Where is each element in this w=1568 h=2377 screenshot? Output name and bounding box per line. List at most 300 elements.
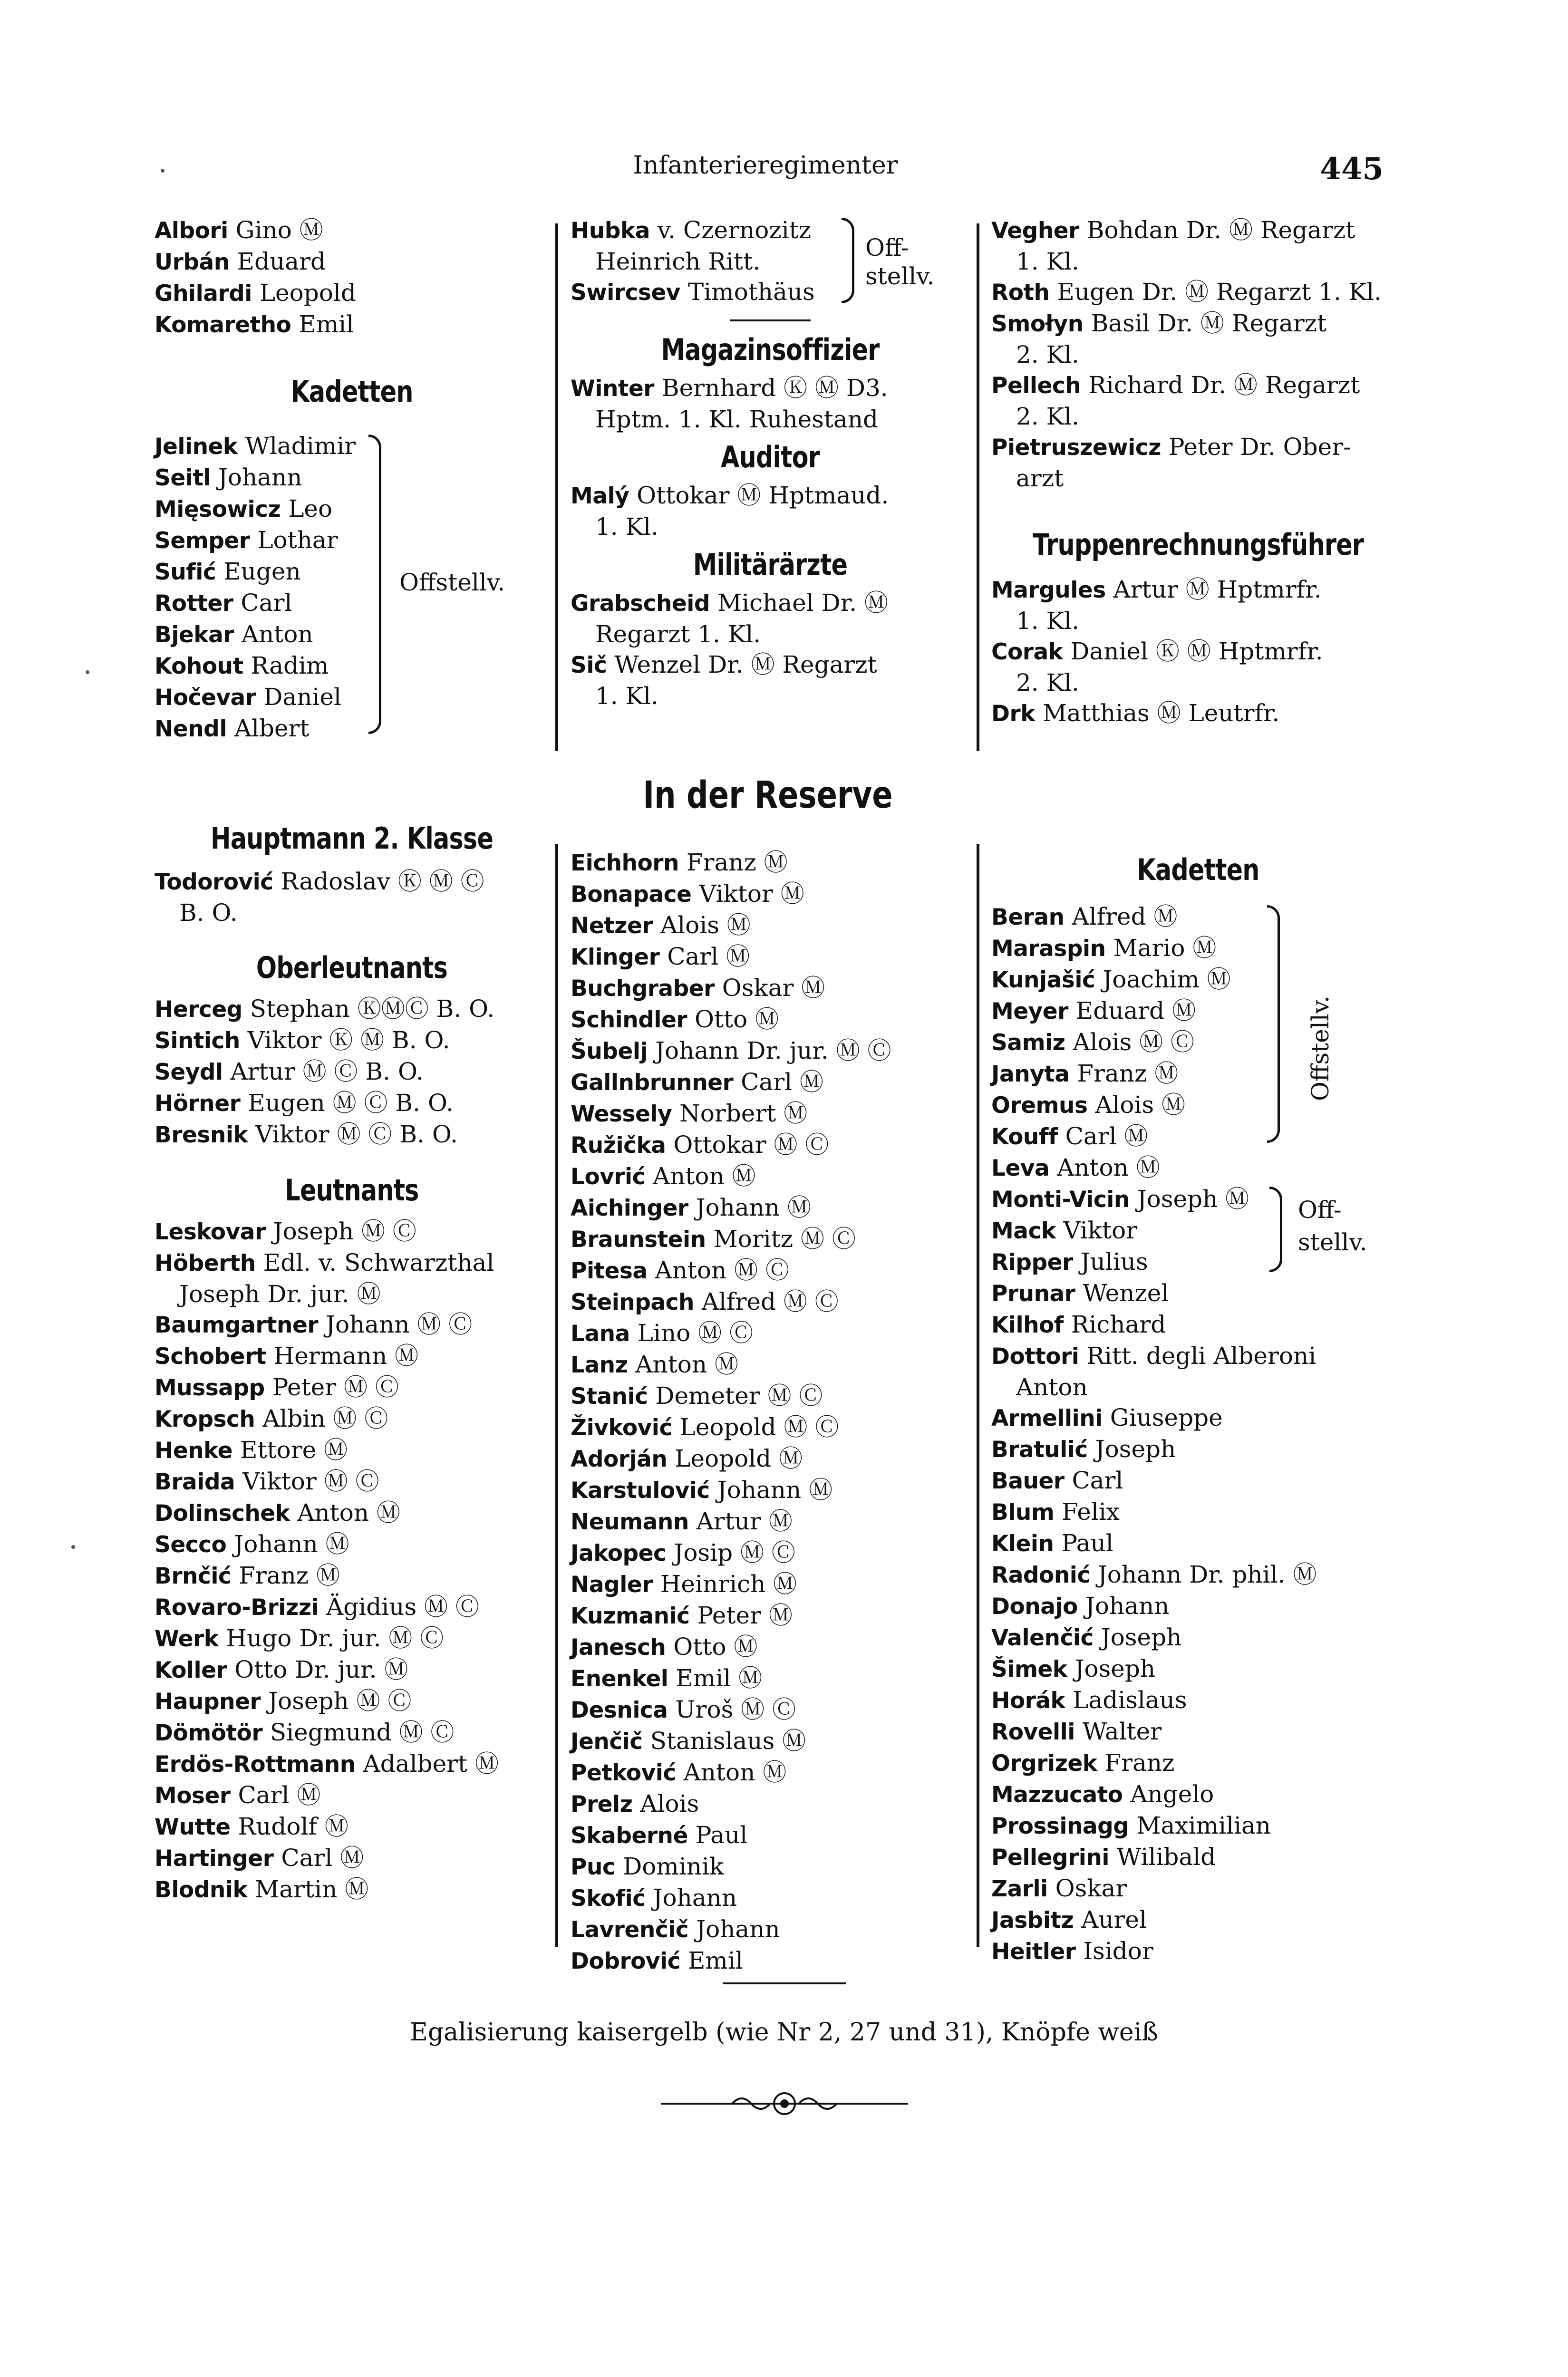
- surname: Klinger: [571, 944, 660, 970]
- entry-line: [571, 512, 970, 542]
- surname: Moser: [155, 1783, 231, 1809]
- entry-line: [991, 1090, 1405, 1121]
- entry-details: 2. Kl.: [1016, 341, 1079, 368]
- entry-line: [155, 493, 549, 525]
- surname: Prelz: [571, 1791, 633, 1817]
- surname: Horák: [991, 1688, 1065, 1714]
- entry-details: Angelo: [1130, 1780, 1214, 1808]
- entry-details: Basil Dr. Ⓜ Regarzt: [1091, 309, 1327, 337]
- section-heading-truppenrechnungsfuehrer: Truppenrechnungsführer: [1032, 527, 1364, 562]
- entry-line: [155, 1247, 549, 1279]
- surname: Nendl: [155, 716, 227, 742]
- entry-details: Daniel Ⓚ Ⓜ Hptmrfr.: [1070, 638, 1323, 665]
- surname: Rovaro-Brizzi: [155, 1594, 319, 1621]
- entry-details: Albin Ⓜ Ⓒ: [262, 1405, 388, 1432]
- column-2: [571, 215, 970, 711]
- entry-line: [991, 339, 1405, 370]
- entry-line: [991, 964, 1405, 995]
- surname: Nagler: [571, 1572, 653, 1598]
- surname: Mazzucato: [991, 1782, 1123, 1808]
- entry-line: [155, 1466, 549, 1498]
- entry-line: [991, 1497, 1405, 1528]
- entry-details: Heinrich Ritt.: [595, 248, 761, 275]
- entry-line: [155, 1403, 549, 1435]
- entry-details: Joseph Ⓜ Ⓒ: [273, 1217, 416, 1245]
- entry-line: [991, 1027, 1405, 1058]
- entry-line: [991, 1121, 1405, 1152]
- entry-details: Matthias Ⓜ Leutrfr.: [1042, 699, 1280, 727]
- entry-details: Michael Dr. Ⓜ: [717, 589, 888, 617]
- entry-line: [991, 1372, 1405, 1402]
- entry-line: [571, 1883, 970, 1914]
- column-1: [155, 215, 549, 1905]
- column-rule-left-top: [555, 223, 558, 751]
- entry-details: Anton Ⓜ Ⓒ: [655, 1256, 789, 1284]
- surname: Braunstein: [571, 1227, 706, 1253]
- oberleutnants-list: [155, 994, 549, 1150]
- surname: Kohout: [155, 653, 243, 679]
- surname: Dobrović: [571, 1948, 681, 1974]
- entry-details: Peter Dr. Ober-: [1168, 433, 1352, 461]
- entry-details: Rudolf Ⓜ: [238, 1813, 348, 1840]
- entry-line: [991, 1748, 1405, 1779]
- surname: Hartinger: [155, 1846, 274, 1872]
- entry-details: Hermann Ⓜ: [273, 1342, 419, 1370]
- entry-line: [155, 1498, 549, 1529]
- entry-line: [991, 215, 1405, 246]
- entry-details: Uroš Ⓜ Ⓒ: [675, 1696, 796, 1723]
- surname: Mięsowicz: [155, 496, 281, 522]
- surname: Mack: [991, 1218, 1056, 1244]
- surname: Bratulić: [991, 1437, 1088, 1463]
- entry-line: [571, 681, 970, 711]
- entry-line: [571, 1035, 970, 1067]
- entry-line: [155, 1529, 549, 1560]
- surname: Sič: [571, 652, 607, 678]
- entry-line: [155, 713, 549, 744]
- entry-details: Ägidius Ⓜ Ⓒ: [326, 1593, 479, 1621]
- entry-details: 1. Kl.: [1016, 607, 1079, 635]
- surname: Brnčić: [155, 1563, 232, 1589]
- surname: Secco: [155, 1532, 227, 1558]
- entry-line: [571, 1192, 970, 1224]
- brace-label-2: stellv.: [1298, 1228, 1367, 1256]
- entry-line: [155, 1623, 549, 1654]
- speck: [161, 169, 165, 173]
- entry-details: Alois Ⓜ: [1095, 1091, 1186, 1119]
- entry-line: [991, 1810, 1405, 1842]
- surname: Jelinek: [155, 434, 238, 460]
- entry-line: [571, 480, 970, 512]
- entry-details: Carl Ⓜ: [741, 1068, 823, 1096]
- hauptmann-list: [155, 866, 549, 928]
- entry-details: Wenzel: [1083, 1279, 1169, 1307]
- surname: Stanić: [571, 1383, 648, 1410]
- surname: Skaberné: [571, 1823, 688, 1849]
- entry-details: Wladimir: [245, 432, 356, 460]
- entry-line: [991, 1184, 1405, 1215]
- running-header: [0, 151, 1568, 189]
- page-number: 445: [1320, 151, 1384, 187]
- entry-details: Siegmund Ⓜ Ⓒ: [270, 1719, 455, 1746]
- entry-details: Lino Ⓜ Ⓒ: [637, 1319, 754, 1347]
- brace-label-2: stellv.: [865, 262, 935, 290]
- entry-line: [991, 277, 1405, 308]
- entry-line: [155, 1088, 549, 1119]
- entry-details: Franz Ⓜ: [1077, 1060, 1179, 1087]
- entry-details: Ladislaus: [1073, 1686, 1187, 1714]
- entry-details: 1. Kl.: [595, 513, 658, 541]
- entry-details: Anton Ⓜ: [297, 1499, 400, 1527]
- entry-details: Artur Ⓜ Hptmrfr.: [1113, 576, 1322, 603]
- surname: Pietruszewicz: [991, 435, 1161, 461]
- surname: Šimek: [991, 1656, 1067, 1682]
- entry-line: [571, 1004, 970, 1035]
- entry-details: Radoslav Ⓚ Ⓜ Ⓒ: [281, 868, 484, 895]
- surname: Kuzmanić: [571, 1603, 690, 1629]
- entry-line: [991, 1936, 1405, 1967]
- entry-line: [571, 619, 970, 649]
- entry-line: [155, 1435, 549, 1466]
- entry-details: Franz Ⓜ: [239, 1562, 340, 1589]
- entry-line: [991, 1058, 1405, 1090]
- surname: Grabscheid: [571, 590, 710, 617]
- entry-line: [155, 994, 549, 1025]
- entry-line: [571, 1381, 970, 1412]
- entry-details: Joachim Ⓜ: [1103, 966, 1231, 993]
- surname: Lavrenčič: [571, 1917, 689, 1943]
- entry-line: [571, 1632, 970, 1663]
- entry-line: [155, 1811, 549, 1843]
- entry-line: [155, 1372, 549, 1403]
- entry-details: Eugen Ⓜ Ⓒ B. O.: [248, 1089, 454, 1117]
- surname: Bjekar: [155, 622, 234, 648]
- surname: Jasbitz: [991, 1907, 1074, 1933]
- entry-line: [991, 1842, 1405, 1873]
- entry-details: Paul: [695, 1821, 748, 1849]
- entry-line: [571, 1820, 970, 1851]
- entry-line: [991, 1465, 1405, 1497]
- entry-line: [155, 1341, 549, 1372]
- entry-line: [571, 215, 970, 246]
- surname: Hörner: [155, 1091, 241, 1117]
- surname: Leskovar: [155, 1219, 266, 1245]
- section-heading-kadetten-reserve: Kadetten: [1137, 852, 1259, 887]
- surname: Blum: [991, 1499, 1055, 1526]
- entry-line: [991, 1653, 1405, 1685]
- section-heading-militaeraerzte: Militärärzte: [693, 547, 848, 582]
- surname: Eichhorn: [571, 850, 679, 876]
- brace-label-1: Off-: [865, 234, 909, 261]
- entry-line: [155, 1874, 549, 1905]
- entry-details: Joseph: [1074, 1655, 1156, 1682]
- aerzte-list: [571, 588, 970, 711]
- entry-details: Carl Ⓜ: [1065, 1122, 1148, 1150]
- surname: Winter: [571, 376, 654, 402]
- surname: Semper: [155, 528, 250, 554]
- surname: Sufić: [155, 559, 216, 585]
- entry-line: [571, 1130, 970, 1161]
- surname: Leva: [991, 1155, 1050, 1181]
- surname: Jakopec: [571, 1540, 667, 1566]
- surname: Meyer: [991, 998, 1068, 1024]
- entry-line: [571, 1757, 970, 1788]
- entry-details: Hugo Dr. jur. Ⓜ Ⓒ: [226, 1624, 444, 1652]
- surname: Heitler: [991, 1939, 1076, 1965]
- entry-details: Emil Ⓜ: [676, 1664, 763, 1692]
- surname: Dottori: [991, 1343, 1079, 1370]
- entry-details: Demeter Ⓜ Ⓒ: [655, 1382, 823, 1410]
- truppen-list: [991, 574, 1405, 729]
- brace: [1269, 1187, 1282, 1272]
- brace-label-1: Off-: [1298, 1196, 1342, 1224]
- entry-line: [571, 973, 970, 1004]
- speck: [71, 1545, 75, 1549]
- surname: Janesch: [571, 1634, 666, 1661]
- surname: Desnica: [571, 1697, 668, 1723]
- entry-line: [571, 588, 970, 619]
- entry-details: Edl. v. Schwarzthal: [263, 1249, 494, 1276]
- section-heading-magazinsoffizier: Magazinsoffizier: [661, 332, 880, 367]
- aerzte-list-continued: [991, 215, 1405, 493]
- surname: Adorján: [571, 1446, 668, 1472]
- entry-details: Walter: [1082, 1718, 1162, 1745]
- entry-details: Anton Ⓜ: [683, 1759, 787, 1786]
- entry-details: Adalbert Ⓜ: [363, 1750, 499, 1778]
- entry-details: 1. Kl.: [595, 682, 658, 710]
- entry-line: [571, 1286, 970, 1318]
- entry-details: Alfred Ⓜ: [1072, 903, 1178, 930]
- entry-details: Anton: [1016, 1373, 1088, 1401]
- entry-details: Isidor: [1083, 1937, 1153, 1965]
- surname: Armellini: [991, 1405, 1103, 1431]
- header-title: Infanterieregimenter: [633, 151, 898, 180]
- entry-line: [155, 1843, 549, 1874]
- entry-details: Peter Ⓜ Ⓒ: [272, 1373, 399, 1401]
- entry-line: [571, 649, 970, 681]
- entry-line: [991, 432, 1405, 463]
- surname: Braida: [155, 1469, 235, 1495]
- entry-details: 2. Kl.: [1016, 403, 1079, 430]
- surname: Zarli: [991, 1876, 1048, 1902]
- surname: Donajo: [991, 1594, 1078, 1620]
- entry-details: Carl Ⓜ: [667, 943, 750, 970]
- entry-line: [991, 1152, 1405, 1184]
- surname: Bauer: [991, 1468, 1065, 1494]
- surname: Dolinschek: [155, 1500, 290, 1527]
- entry-details: Leopold: [259, 279, 356, 307]
- entry-details: Richard Dr. Ⓜ Regarzt: [1088, 371, 1360, 399]
- entry-line: [571, 1600, 970, 1632]
- entry-line: [155, 866, 549, 898]
- entry-details: Moritz Ⓜ Ⓒ: [713, 1225, 856, 1253]
- surname: Šubelj: [571, 1038, 648, 1064]
- entry-details: Leopold Ⓜ Ⓒ: [679, 1413, 839, 1441]
- entry-details: Viktor Ⓚ Ⓜ B. O.: [247, 1026, 450, 1054]
- surname: Pellech: [991, 373, 1081, 399]
- entry-line: [155, 1216, 549, 1247]
- surname: Wutte: [155, 1814, 231, 1840]
- surname: Komaretho: [155, 312, 291, 338]
- surname: Enenkel: [571, 1666, 668, 1692]
- entry-details: Bohdan Dr. Ⓜ Regarzt: [1086, 216, 1355, 244]
- entry-line: [571, 1788, 970, 1820]
- column-rule-right-bottom: [977, 844, 979, 1947]
- entry-details: Otto Ⓜ: [673, 1633, 758, 1661]
- entry-line: [155, 1686, 549, 1717]
- surname: Oremus: [991, 1092, 1088, 1119]
- speck: [86, 670, 89, 674]
- entry-details: Maximilian: [1136, 1812, 1271, 1839]
- section-heading-auditor: Auditor: [721, 440, 820, 474]
- surname: Erdös-Rottmann: [155, 1751, 356, 1778]
- entry-details: 2. Kl.: [1016, 669, 1079, 696]
- entry-line: [571, 1443, 970, 1475]
- entry-details: Leo: [288, 495, 333, 522]
- surname: Lovrić: [571, 1164, 646, 1190]
- entry-line: [155, 1056, 549, 1088]
- surname: Janyta: [991, 1061, 1070, 1087]
- surname: Roth: [991, 280, 1050, 306]
- entry-details: Mario Ⓜ: [1113, 934, 1217, 962]
- entry-line: [991, 606, 1405, 636]
- surname: Koller: [155, 1657, 227, 1683]
- entry-line: [991, 698, 1405, 729]
- entry-details: Stanislaus Ⓜ: [650, 1727, 806, 1755]
- entry-details: Johann Ⓜ: [234, 1530, 349, 1558]
- entry-details: Johann: [1085, 1592, 1170, 1620]
- entry-details: Giuseppe: [1110, 1404, 1223, 1431]
- entry-details: Joseph: [1101, 1623, 1182, 1651]
- surname: Kunjašić: [991, 967, 1095, 993]
- entry-details: Ottokar Ⓜ Ⓒ: [673, 1131, 829, 1159]
- surname: Albori: [155, 218, 228, 244]
- entry-line: [991, 1622, 1405, 1653]
- surname: Swircsev: [571, 280, 680, 306]
- entry-details: Alfred Ⓜ Ⓒ: [701, 1288, 839, 1315]
- entry-line: [571, 404, 970, 435]
- entry-line: [571, 1945, 970, 1977]
- surname: Hubka: [571, 218, 650, 244]
- entry-details: Anton Ⓜ: [635, 1351, 738, 1378]
- column-rule-left-bottom: [555, 844, 558, 1947]
- entry-details: v. Czernozitz: [657, 216, 812, 244]
- separator: [730, 319, 811, 321]
- entry-details: Anton Ⓜ: [652, 1162, 756, 1190]
- surname: Margules: [991, 577, 1106, 603]
- entry-line: [155, 898, 549, 928]
- officer-list-top: [155, 215, 549, 340]
- brace: [368, 435, 381, 734]
- surname: Prunar: [991, 1281, 1075, 1307]
- entry-details: Bernhard Ⓚ Ⓜ D3.: [661, 374, 888, 402]
- entry-line: [571, 1506, 970, 1537]
- entry-line: [991, 1685, 1405, 1716]
- entry-details: Franz Ⓜ: [686, 849, 788, 876]
- section-heading-leutnants: Leutnants: [285, 1173, 419, 1208]
- entry-details: Norbert Ⓜ: [679, 1100, 808, 1127]
- entry-line: [991, 246, 1405, 277]
- entry-line: [571, 1851, 970, 1883]
- entry-line: [991, 574, 1405, 606]
- entry-line: [991, 1278, 1405, 1309]
- entry-details: Viktor Ⓜ: [699, 880, 804, 908]
- entry-line: [571, 910, 970, 941]
- surname: Vegher: [991, 218, 1079, 244]
- footer-note: Egalisierung kaisergelb (wie Nr 2, 27 und 31), Knöpfe weiß: [409, 2018, 1159, 2047]
- entry-details: Alois: [640, 1790, 699, 1817]
- entry-line: [155, 278, 549, 309]
- entry-line: [991, 370, 1405, 401]
- entry-details: Joseph Dr. jur. Ⓜ: [179, 1280, 381, 1308]
- entry-line: [155, 431, 549, 462]
- surname: Skofić: [571, 1885, 646, 1912]
- surname: Smołyn: [991, 311, 1084, 337]
- entry-line: [991, 995, 1405, 1027]
- surname: Ružička: [571, 1132, 666, 1159]
- entry-line: [991, 1528, 1405, 1559]
- entry-details: Johann: [653, 1884, 737, 1912]
- surname: Lana: [571, 1321, 630, 1347]
- entry-details: Otto Dr. jur. Ⓜ: [234, 1656, 408, 1683]
- entry-details: Anton Ⓜ: [1057, 1154, 1160, 1181]
- surname: Orgrizek: [991, 1750, 1097, 1777]
- surname: Herceg: [155, 996, 242, 1023]
- surname: Valenčić: [991, 1625, 1094, 1651]
- leutnants-list: [155, 1216, 549, 1905]
- surname: Sintich: [155, 1028, 240, 1054]
- footer-rule: [723, 1982, 846, 1984]
- brace-label: Offstellv.: [399, 569, 505, 596]
- entry-details: Eugen Dr. Ⓜ Regarzt 1. Kl.: [1057, 278, 1382, 306]
- entry-details: Ottokar Ⓜ Hptmaud.: [637, 482, 889, 509]
- entry-line: [571, 941, 970, 973]
- entry-line: [571, 1255, 970, 1286]
- entry-line: [991, 1559, 1405, 1591]
- entry-details: Felix: [1062, 1498, 1120, 1526]
- entry-details: Otto Ⓜ: [694, 1005, 779, 1033]
- entry-details: Carl: [241, 589, 292, 617]
- kadetten-group: [155, 431, 549, 744]
- entry-details: Anton: [241, 620, 313, 648]
- entry-line: [155, 1717, 549, 1749]
- entry-line: [155, 309, 549, 340]
- entry-line: [991, 1341, 1405, 1372]
- surname: Pellegrini: [991, 1845, 1109, 1871]
- entry-line: [155, 1025, 549, 1056]
- entry-details: Radim: [251, 652, 329, 679]
- entry-details: Julius: [1080, 1248, 1148, 1275]
- surname: Samiz: [991, 1030, 1065, 1056]
- surname: Rovelli: [991, 1719, 1075, 1745]
- entry-line: [991, 308, 1405, 339]
- surname: Schindler: [571, 1007, 687, 1033]
- vertical-label: Offstellv.: [1307, 995, 1334, 1101]
- entry-details: Daniel: [263, 683, 341, 711]
- entry-details: Artur Ⓜ Ⓒ B. O.: [230, 1058, 424, 1085]
- surname: Bresnik: [155, 1122, 248, 1148]
- entry-line: [571, 847, 970, 879]
- entry-line: [991, 1904, 1405, 1936]
- entry-line: [991, 1779, 1405, 1810]
- surname: Maraspin: [991, 936, 1106, 962]
- entry-details: Eugen: [223, 558, 301, 585]
- surname: Prossinagg: [991, 1813, 1129, 1839]
- entry-details: Ritt. degli Alberoni: [1086, 1342, 1316, 1370]
- surname: Ripper: [991, 1249, 1073, 1275]
- entry-line: [155, 1279, 549, 1309]
- entry-details: Eduard Ⓜ: [1075, 997, 1196, 1024]
